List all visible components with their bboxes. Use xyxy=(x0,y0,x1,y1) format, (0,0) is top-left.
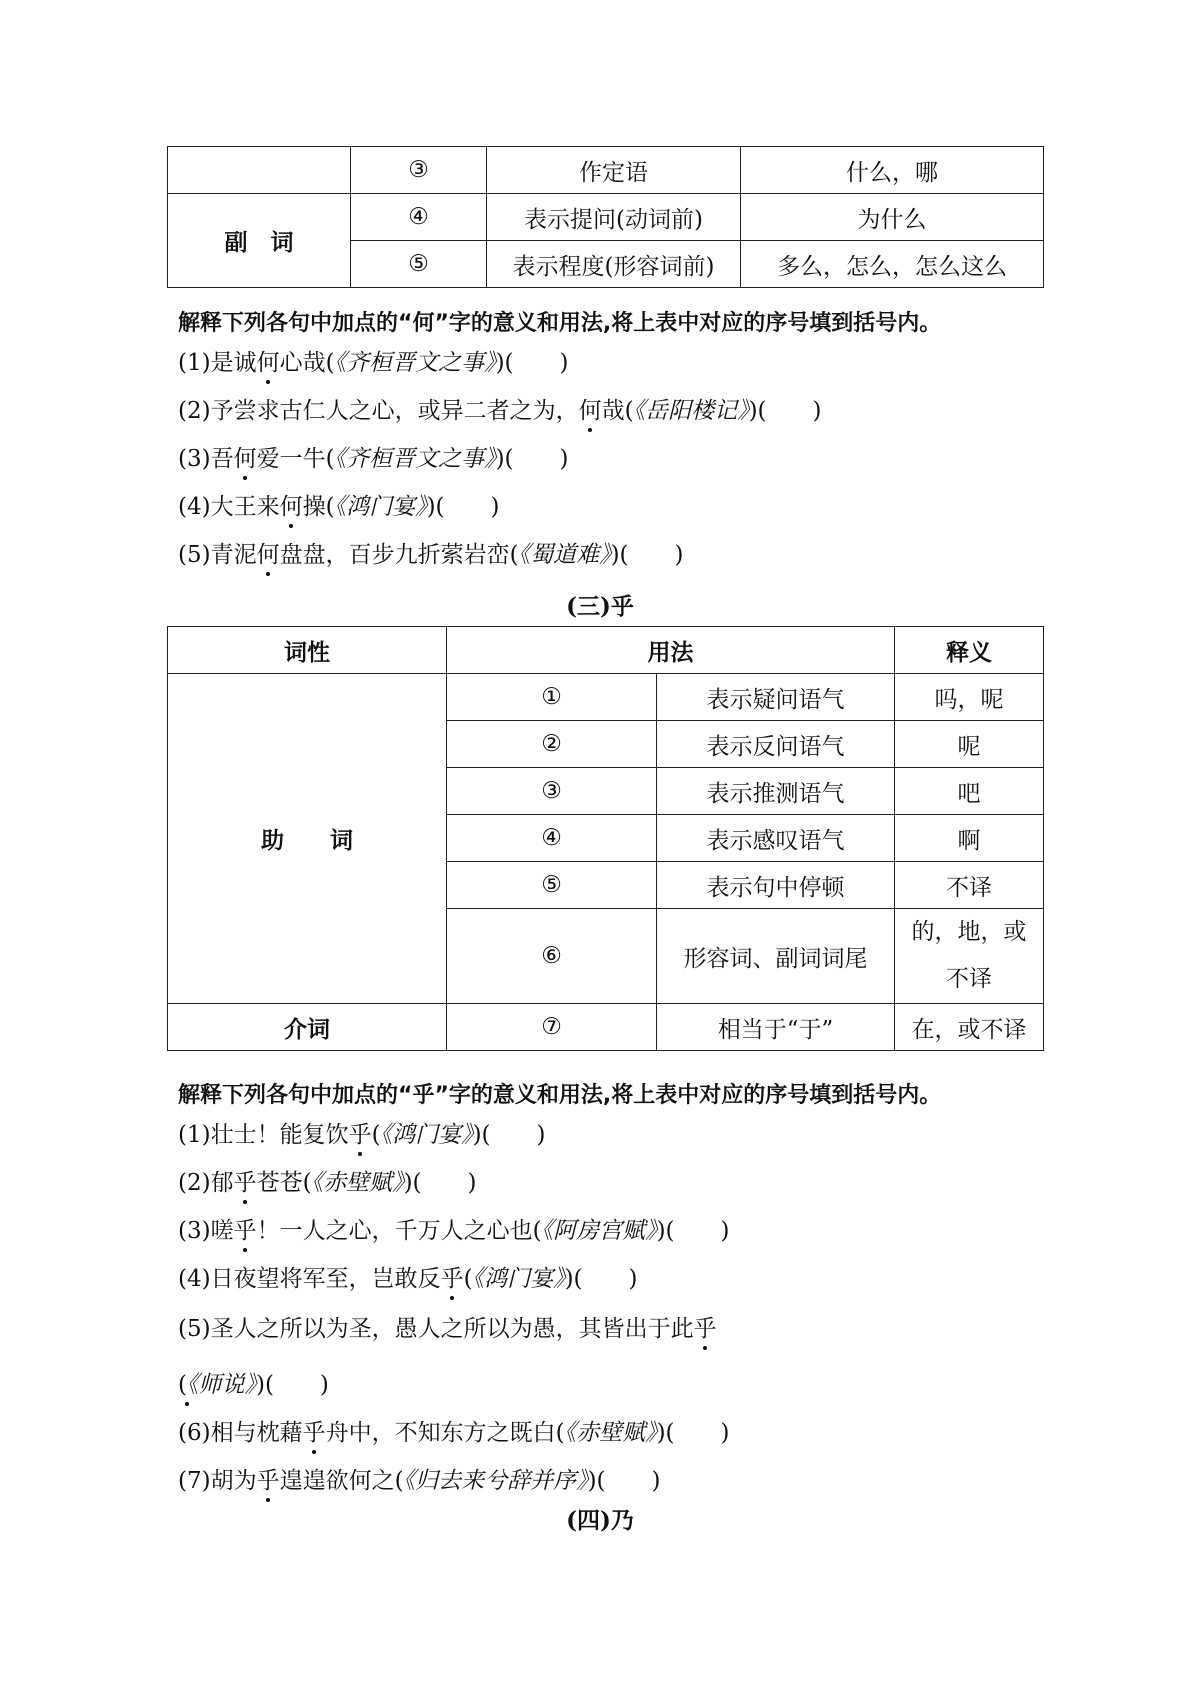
usage-cell: 表示句中停顿 xyxy=(657,862,895,909)
num-cell: ① xyxy=(447,674,657,721)
table-header-row xyxy=(168,627,1044,674)
dotted-char: 乎 xyxy=(440,1266,464,1292)
section-heading-nai: (四)乃 xyxy=(566,1507,634,1534)
question-text: 苍苍( xyxy=(256,1170,312,1196)
table-row xyxy=(168,1004,1044,1051)
source-title: 《赤壁赋》 xyxy=(311,1170,404,1196)
usage-cell: 表示反问语气 xyxy=(657,721,895,768)
meaning-cell: 不译 xyxy=(895,862,1044,909)
num-cell: ③ xyxy=(351,147,487,194)
question-text: (4)大王来 xyxy=(178,494,280,520)
source-title: 《鸿门宴》 xyxy=(472,1266,565,1292)
table-row xyxy=(168,147,1044,194)
meaning-cell: 吗，呢 xyxy=(895,674,1044,721)
dotted-char: 何 xyxy=(578,398,602,424)
source-title: 《岳阳楼记》 xyxy=(633,398,749,424)
num-cell: ⑤ xyxy=(351,241,487,288)
dotted-char: 乎 xyxy=(348,1122,372,1148)
dotted-char: 何 xyxy=(256,542,280,568)
question-line xyxy=(178,536,684,569)
meaning-cell xyxy=(895,909,1044,1004)
question-line xyxy=(178,1260,638,1293)
header-meaning: 释义 xyxy=(895,627,1044,674)
answer-blank[interactable]: )( ) xyxy=(610,542,684,568)
answer-blank[interactable]: )( ) xyxy=(403,1170,477,1196)
question-line xyxy=(178,440,569,473)
he-usage-table xyxy=(167,146,1044,288)
question-text: 盘盘，百步九折萦岩峦( xyxy=(279,542,519,568)
meaning-cell: 在，或不译 xyxy=(895,1004,1044,1051)
source-title: 《归去来兮辞并序》 xyxy=(403,1468,588,1494)
pos-cell-aux: 助 词 xyxy=(168,674,447,1004)
question-text: (3)嗟 xyxy=(178,1218,234,1244)
question-line xyxy=(178,488,500,521)
question-text: 爱一牛( xyxy=(256,446,335,472)
question-text: (4)日夜望将军至，岂敢反 xyxy=(178,1266,441,1292)
question-line xyxy=(178,1366,329,1399)
instruction-he: 解释下列各句中加点的“何”字的意义和用法,将上表中对应的序号填到括号内。 xyxy=(178,311,942,336)
answer-blank[interactable]: )( ) xyxy=(472,1122,546,1148)
source-title: 《齐桓晋文之事》 xyxy=(334,446,496,472)
meaning-line: 的，地，或 xyxy=(911,919,1027,945)
question-text: (2)郁 xyxy=(178,1170,234,1196)
hu-usage-table xyxy=(167,626,1044,1051)
dotted-char: 乎 xyxy=(256,1468,280,1494)
answer-blank[interactable]: )( ) xyxy=(748,398,822,424)
source-title: 《师说》 xyxy=(186,1372,256,1398)
question-text: (5)青泥 xyxy=(178,542,257,568)
source-title: 《赤壁赋》 xyxy=(564,1420,657,1446)
question-text: (1)是诚 xyxy=(178,350,257,376)
meaning-cell: 啊 xyxy=(895,815,1044,862)
pos-cell-prep: 介词 xyxy=(168,1004,447,1051)
dotted-char: 乎 xyxy=(302,1420,326,1446)
answer-blank[interactable]: )( ) xyxy=(656,1218,730,1244)
meaning-cell: 为什么 xyxy=(741,194,1044,241)
usage-cell: 表示提问(动词前) xyxy=(487,194,741,241)
question-text: ( xyxy=(371,1122,381,1148)
meaning-cell: 吧 xyxy=(895,768,1044,815)
answer-blank[interactable]: )( ) xyxy=(495,350,569,376)
question-text: ！一人之心，千万人之心也( xyxy=(256,1218,542,1244)
num-cell: ③ xyxy=(447,768,657,815)
question-text: 心哉( xyxy=(279,350,335,376)
num-cell: ⑤ xyxy=(447,862,657,909)
source-title: 《阿房宫赋》 xyxy=(541,1218,657,1244)
dotted-char: 乎 xyxy=(233,1170,257,1196)
question-line xyxy=(178,1414,730,1447)
question-text: 遑遑欲何之( xyxy=(279,1468,404,1494)
question-text: 哉( xyxy=(601,398,634,424)
question-text: (7)胡为 xyxy=(178,1468,257,1494)
usage-cell: 表示程度(形容词前) xyxy=(487,241,741,288)
question-line xyxy=(178,1116,546,1149)
question-text: (3)吾 xyxy=(178,446,234,472)
header-usage: 用法 xyxy=(447,627,895,674)
question-text: (5)圣人之所以为圣，愚人之所以为愚，其皆出于此 xyxy=(178,1316,694,1342)
question-line xyxy=(178,1310,717,1343)
answer-blank[interactable]: )( ) xyxy=(656,1420,730,1446)
table-row xyxy=(168,194,1044,241)
usage-cell: 表示感叹语气 xyxy=(657,815,895,862)
answer-blank[interactable]: )( ) xyxy=(564,1266,638,1292)
num-cell: ⑦ xyxy=(447,1004,657,1051)
question-text: (1)壮士！能复饮 xyxy=(178,1122,349,1148)
answer-blank[interactable]: )( ) xyxy=(255,1372,329,1398)
section-heading-hu: (三)乎 xyxy=(566,593,634,620)
question-line xyxy=(178,392,822,425)
usage-cell: 形容词、副词词尾 xyxy=(657,909,895,1004)
meaning-cell: 多么，怎么，怎么这么 xyxy=(741,241,1044,288)
dotted-char: 乎 xyxy=(693,1316,717,1342)
question-line xyxy=(178,1212,730,1245)
pos-cell xyxy=(168,147,351,194)
num-cell: ⑥ xyxy=(447,909,657,1004)
question-text: ( xyxy=(463,1266,473,1292)
meaning-cell: 什么，哪 xyxy=(741,147,1044,194)
answer-blank[interactable]: )( ) xyxy=(426,494,500,520)
usage-cell: 相当于“于” xyxy=(657,1004,895,1051)
source-title: 《鸿门宴》 xyxy=(380,1122,473,1148)
header-pos: 词性 xyxy=(168,627,447,674)
num-cell: ② xyxy=(447,721,657,768)
usage-cell: 表示推测语气 xyxy=(657,768,895,815)
answer-blank[interactable]: )( ) xyxy=(587,1468,661,1494)
pos-cell: 副 词 xyxy=(168,194,351,288)
dotted-char: 何 xyxy=(256,350,280,376)
question-text: ( xyxy=(178,1372,187,1398)
question-text: 操( xyxy=(302,494,335,520)
table-row xyxy=(168,674,1044,721)
source-title: 《鸿门宴》 xyxy=(334,494,427,520)
dotted-char: 何 xyxy=(279,494,303,520)
instruction-hu: 解释下列各句中加点的“乎”字的意义和用法,将上表中对应的序号填到括号内。 xyxy=(178,1083,942,1108)
usage-cell: 作定语 xyxy=(487,147,741,194)
source-title: 《齐桓晋文之事》 xyxy=(334,350,496,376)
num-cell: ④ xyxy=(351,194,487,241)
question-line xyxy=(178,1164,477,1197)
num-cell: ④ xyxy=(447,815,657,862)
meaning-line: 不译 xyxy=(946,966,992,992)
dotted-char: 乎 xyxy=(233,1218,257,1244)
question-text: (6)相与枕藉 xyxy=(178,1420,303,1446)
answer-blank[interactable]: )( ) xyxy=(495,446,569,472)
question-line xyxy=(178,344,569,377)
dotted-char: 何 xyxy=(233,446,257,472)
question-text: (2)予尝求古仁人之心，或异二者之为， xyxy=(178,398,579,424)
meaning-cell: 呢 xyxy=(895,721,1044,768)
source-title: 《蜀道难》 xyxy=(518,542,611,568)
usage-cell: 表示疑问语气 xyxy=(657,674,895,721)
question-text: 舟中，不知东方之既白( xyxy=(325,1420,565,1446)
question-line xyxy=(178,1462,661,1495)
